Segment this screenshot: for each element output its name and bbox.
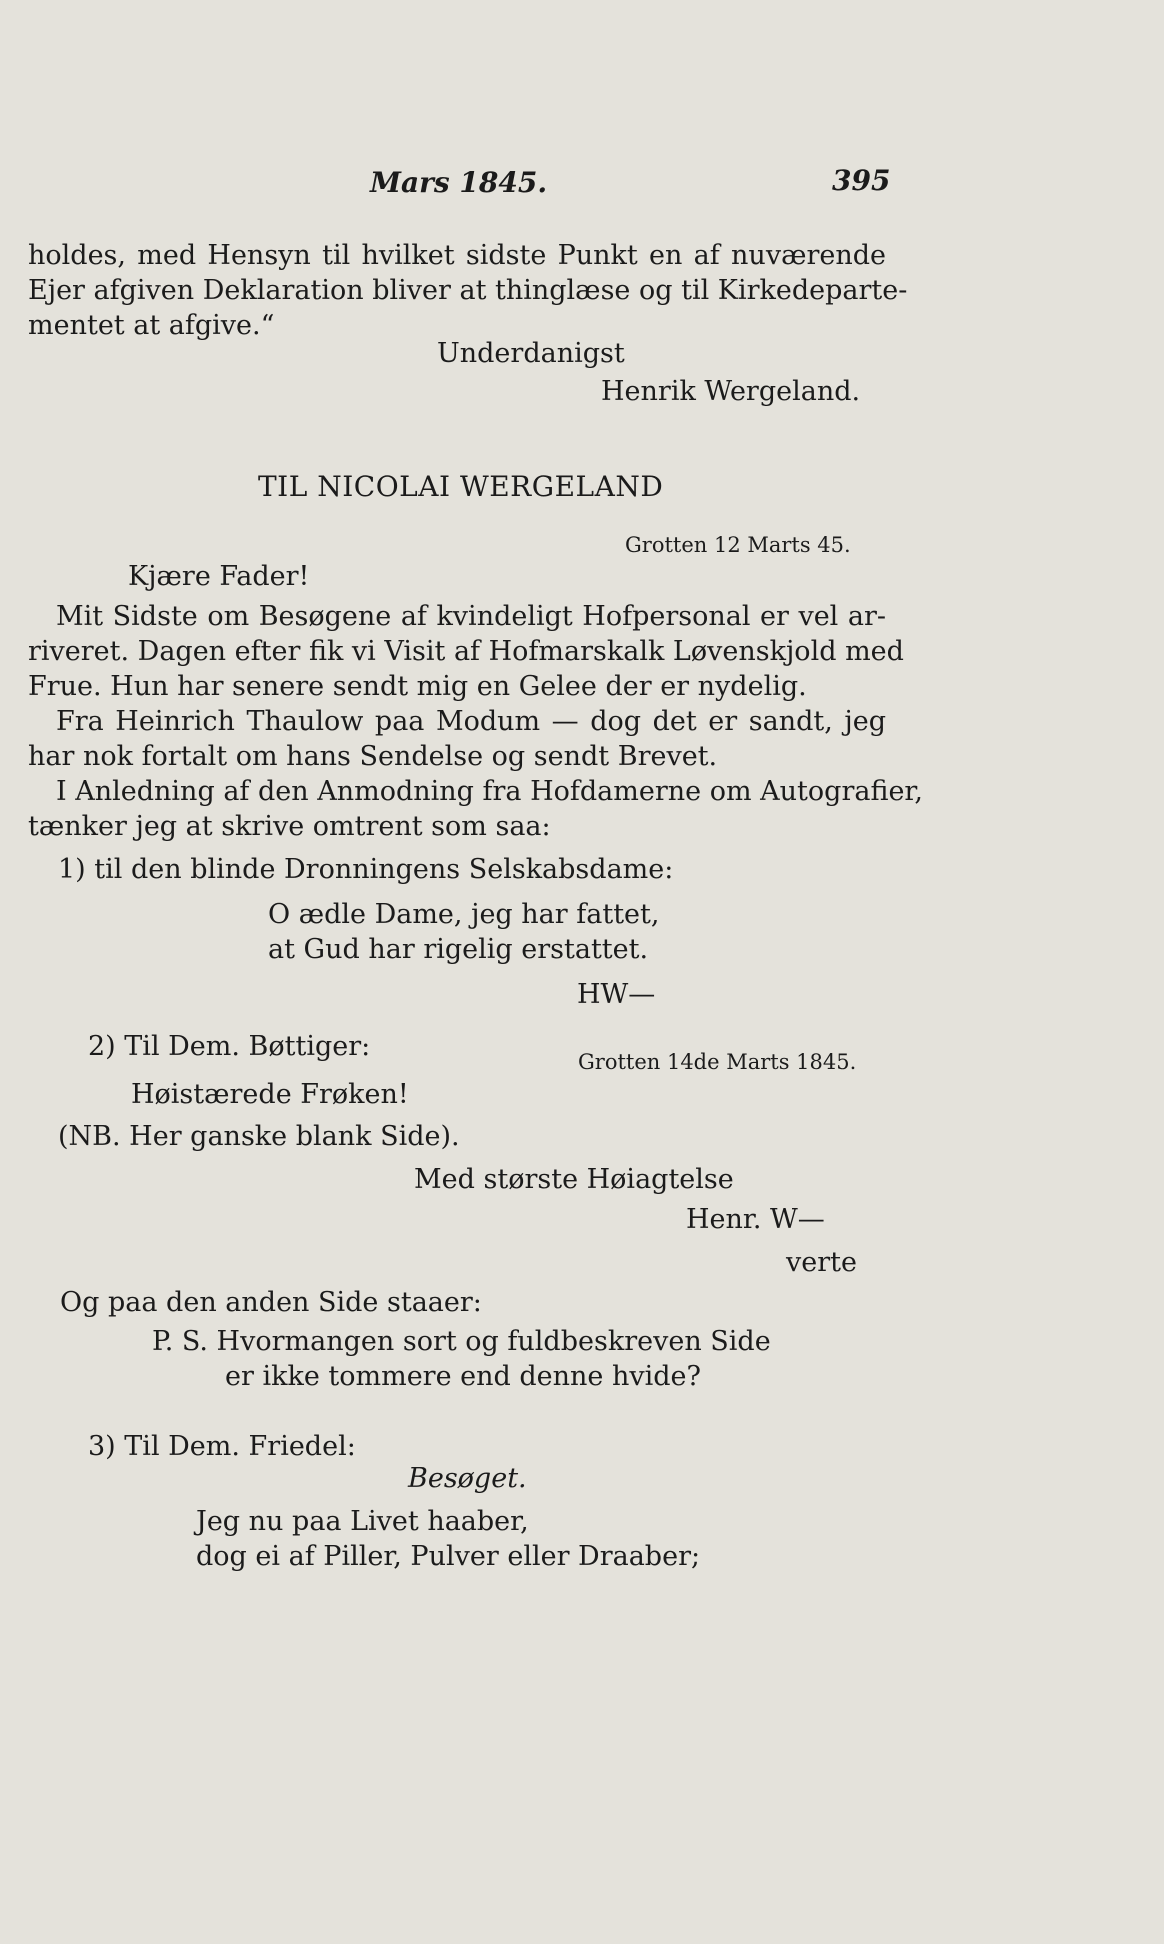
text-line: holdes, med Hensyn til hvilket sidste Punkt en af nuværende	[28, 240, 886, 271]
closing-salutation: Med største Høiagtelse	[414, 1164, 734, 1195]
text-line: I Anledning af den Anmodning fra Hofdamerne om Autografier,	[56, 776, 923, 807]
verte-note: verte	[786, 1247, 857, 1278]
text-line: Mit Sidste om Besøgene af kvindeligt Hofpersonal er vel ar-	[56, 601, 886, 632]
text-line: Frue. Hun har senere sendt mig en Gelee der er nydelig.	[28, 671, 807, 702]
text-line: har nok fortalt om hans Sendelse og sendt Brevet.	[28, 741, 718, 772]
list-item: 3) Til Dem. Friedel:	[88, 1431, 356, 1462]
text-line: Fra Heinrich Thaulow paa Modum — dog det er sandt, jeg	[56, 706, 886, 737]
verse-line: P. S. Hvormangen sort og fuldbeskreven Side	[152, 1326, 771, 1357]
letter-date: Grotten 12 Marts 45.	[625, 533, 851, 557]
verse-line: Jeg nu paa Livet haaber,	[196, 1506, 529, 1537]
verse-line: dog ei af Piller, Pulver eller Draaber;	[196, 1541, 701, 1572]
salutation: Kjære Fader!	[128, 561, 310, 592]
initials: HW—	[577, 979, 656, 1010]
list-item: 1) til den blinde Dronningens Selskabsdame:	[58, 854, 674, 885]
closing-salutation: Underdanigst	[437, 338, 625, 369]
letter-date: Grotten 14de Marts 1845.	[578, 1050, 857, 1074]
verse-line: er ikke tommere end denne hvide?	[225, 1361, 701, 1392]
signature: Henr. W—	[686, 1204, 825, 1235]
running-title: Mars 1845.	[370, 166, 548, 199]
text-line: tænker jeg at skrive omtrent som saa:	[28, 811, 551, 842]
text-line: (NB. Her ganske blank Side).	[58, 1121, 460, 1152]
page-number: 395	[832, 164, 891, 197]
text-line: Ejer afgiven Deklaration bliver at thinglæse og til Kirkedeparte-	[28, 275, 908, 306]
verse-line: O ædle Dame, jeg har fattet,	[268, 899, 660, 930]
text-line: riveret. Dagen efter fik vi Visit af Hofmarskalk Løvenskjold med	[28, 636, 904, 667]
letter-heading: TIL NICOLAI WERGELAND	[258, 470, 664, 503]
text-line: Og paa den anden Side staaer:	[60, 1287, 482, 1318]
text-line: mentet at afgive.“	[28, 310, 275, 341]
signature: Henrik Wergeland.	[601, 376, 861, 407]
salutation: Høistærede Frøken!	[131, 1079, 409, 1110]
verse-line: at Gud har rigelig erstattet.	[268, 934, 649, 965]
list-item: 2) Til Dem. Bøttiger:	[88, 1031, 371, 1062]
poem-title: Besøget.	[408, 1463, 527, 1494]
